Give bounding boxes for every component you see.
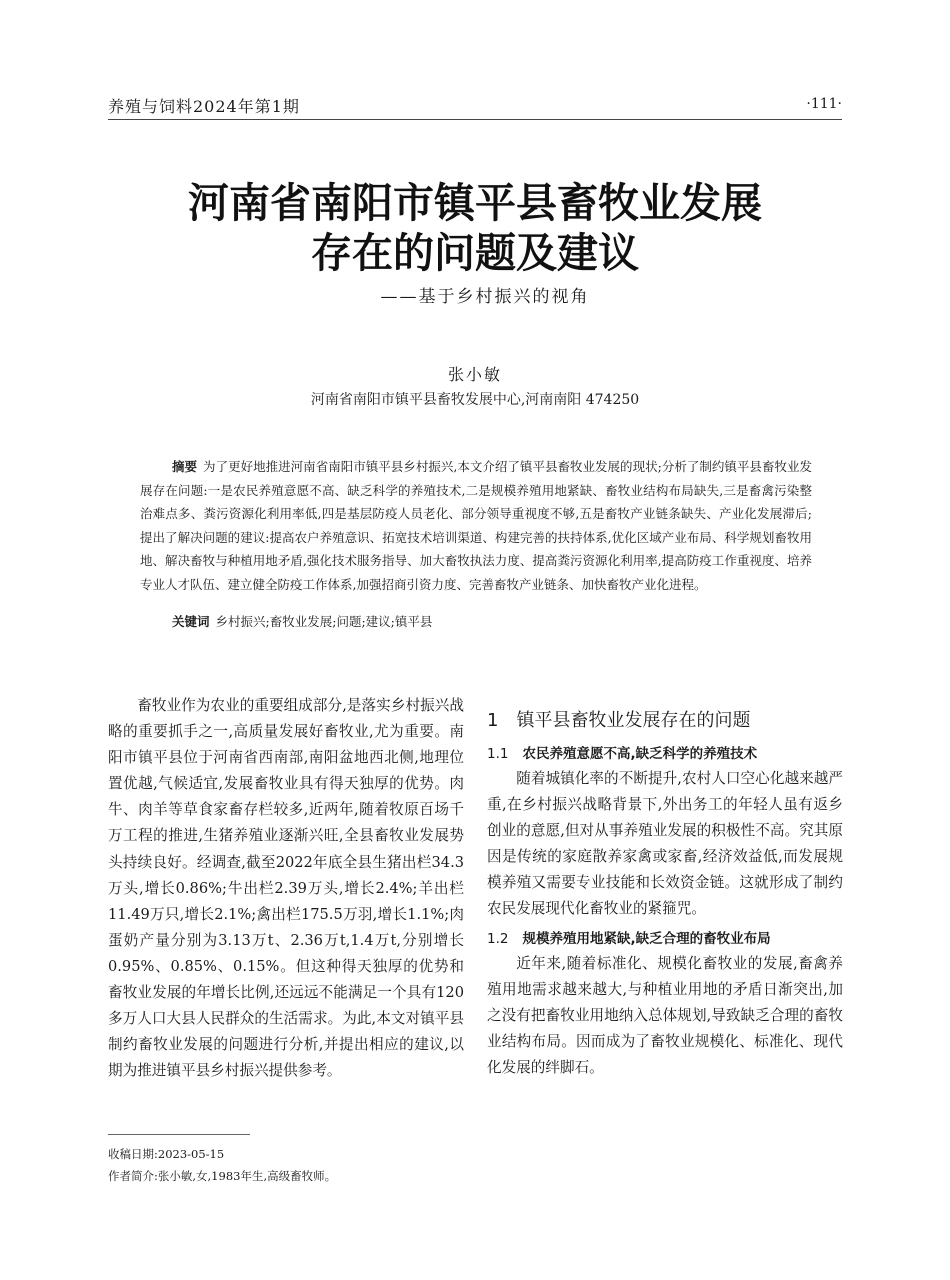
article-subtitle: ——基于乡村振兴的视角 — [380, 287, 590, 307]
subsection-1-1-title: 农民养殖意愿不高,缺乏科学的养殖技术 — [522, 746, 758, 762]
article-title-line-1: 河南省南阳市镇平县畜牧业发展 — [188, 179, 762, 227]
abstract-text: 为了更好地推进河南省南阳市镇平县乡村振兴,本文介绍了镇平县畜牧业发展的现状;分析了制约镇平县畜牧业发展存在问题:一是农民养殖意愿不高、缺乏科学的养殖技术,二是规模养殖用地紧缺、畜牧业结构布局缺失,三是畜禽污染整治难点多、粪污资源化利用率低,四是基层防疫人员老化、部分领导重视度不够,五是畜牧产业链条缺失、产业化发展滞后;提出了解决问题的建议:提高农户养殖意识、拓宽技术培训渠道、构建完善的扶持体系,优化区域产业布局、科学规划畜牧用地、解决畜牧与种植用地矛盾,强化技术服务指导、加大畜牧执法力度、提高粪污资源化利用率,提高防疫工作重视度、培养专业人才队伍、建立健全防疫工作体系,加强招商引资力度、完善畜牧产业链条、加快畜牧产业化进程。 — [140, 459, 812, 592]
subsection-1-1-number: 1.1 — [487, 746, 509, 762]
subsection-1-2-number: 1.2 — [487, 930, 509, 947]
abstract-label: 摘要 — [172, 459, 198, 474]
body-right-column — [487, 704, 843, 1081]
section-1-number: 1 — [487, 710, 499, 731]
journal-name: 养殖与饲料2024年第1期 — [108, 97, 300, 116]
subsection-1-1-paragraph: 随着城镇化率的不断提升,农村人口空心化越来越严重,在乡村振兴战略背景下,外出务工的年轻人虽有返乡创业的意愿,但对从事养殖业发展的积极性不高。究其原因是传统的家庭散养家禽或家畜,经济效益低,而发展规模养殖又需要专业技能和长效资金链。这就形成了制约农民发展现代化畜牧业的紧箍咒。 — [487, 770, 843, 918]
subsection-1-2-heading — [487, 927, 843, 951]
subsection-1-2-title: 规模养殖用地紧缺,缺乏合理的畜牧业布局 — [522, 930, 771, 947]
author-affiliation: 河南省南阳市镇平县畜牧发展中心,河南南阳 474250 — [310, 392, 640, 408]
page-number: ·111· — [806, 96, 842, 112]
subsection-1-2-paragraph: 近年来,随着标准化、规模化畜牧业的发展,畜禽养殖用地需求越来越大,与种植业用地的矛盾日渐突出,加之没有把畜牧业用地纳入总体规划,导致缺乏合理的畜牧业结构布局。因而成为了畜牧业规模化、标准化、现代化发展的绊脚石。 — [487, 954, 843, 1076]
intro-paragraph: 畜牧业作为农业的重要组成部分,是落实乡村振兴战略的重要抓手之一,高质量发展好畜牧业,尤为重要。南阳市镇平县位于河南省西南部,南阳盆地西北侧,地理位置优越,气候适宜,发展畜牧业具有得天独厚的优势。肉牛、肉羊等草食家畜存栏较多,近两年,随着牧原百场千万工程的推进,生猪养殖业逐渐兴旺,全县畜牧业发展势头持续良好。经调查,截至2022年底全县生猪出栏34.3万头,增长0.86%;牛出栏2.39万头,增长2.4%;羊出栏11.49万只,增长2.1%;禽出栏175.5万羽,增长1.1%;肉蛋奶产量分别为3.13万t、2.36万t,1.4万t,分别增长0.95%、0.85%、0.15%。但这种得天独厚的优势和畜牧业发展的年增长比例,还远远不能满足一个具有120多万人口大县人民群众的生活需求。为此,本文对镇平县制约畜牧业发展的问题进行分析,并提出相应的建议,以期为推进镇平县乡村振兴提供参考。 — [108, 697, 464, 1080]
footnote-received-date: 收稿日期:2023-05-15 — [108, 1147, 225, 1161]
footnote-rule — [108, 1134, 250, 1135]
section-1-heading — [487, 704, 843, 738]
abstract — [140, 455, 812, 596]
running-head — [108, 92, 842, 118]
keywords-text: 乡村振兴;畜牧业发展;问题;建议;镇平县 — [215, 614, 433, 629]
author-name: 张小敏 — [447, 365, 502, 384]
footnote-author-bio: 作者简介:张小敏,女,1983年生,高级畜牧师。 — [108, 1169, 337, 1183]
keywords — [140, 612, 812, 630]
subsection-1-1-heading — [487, 742, 843, 766]
keywords-label: 关键词 — [172, 614, 210, 629]
article-title-line-2: 存在的问题及建议 — [311, 229, 639, 277]
body-left-column — [108, 693, 464, 1084]
header-rule — [108, 119, 842, 120]
section-1-title: 镇平县畜牧业发展存在的问题 — [516, 710, 751, 731]
